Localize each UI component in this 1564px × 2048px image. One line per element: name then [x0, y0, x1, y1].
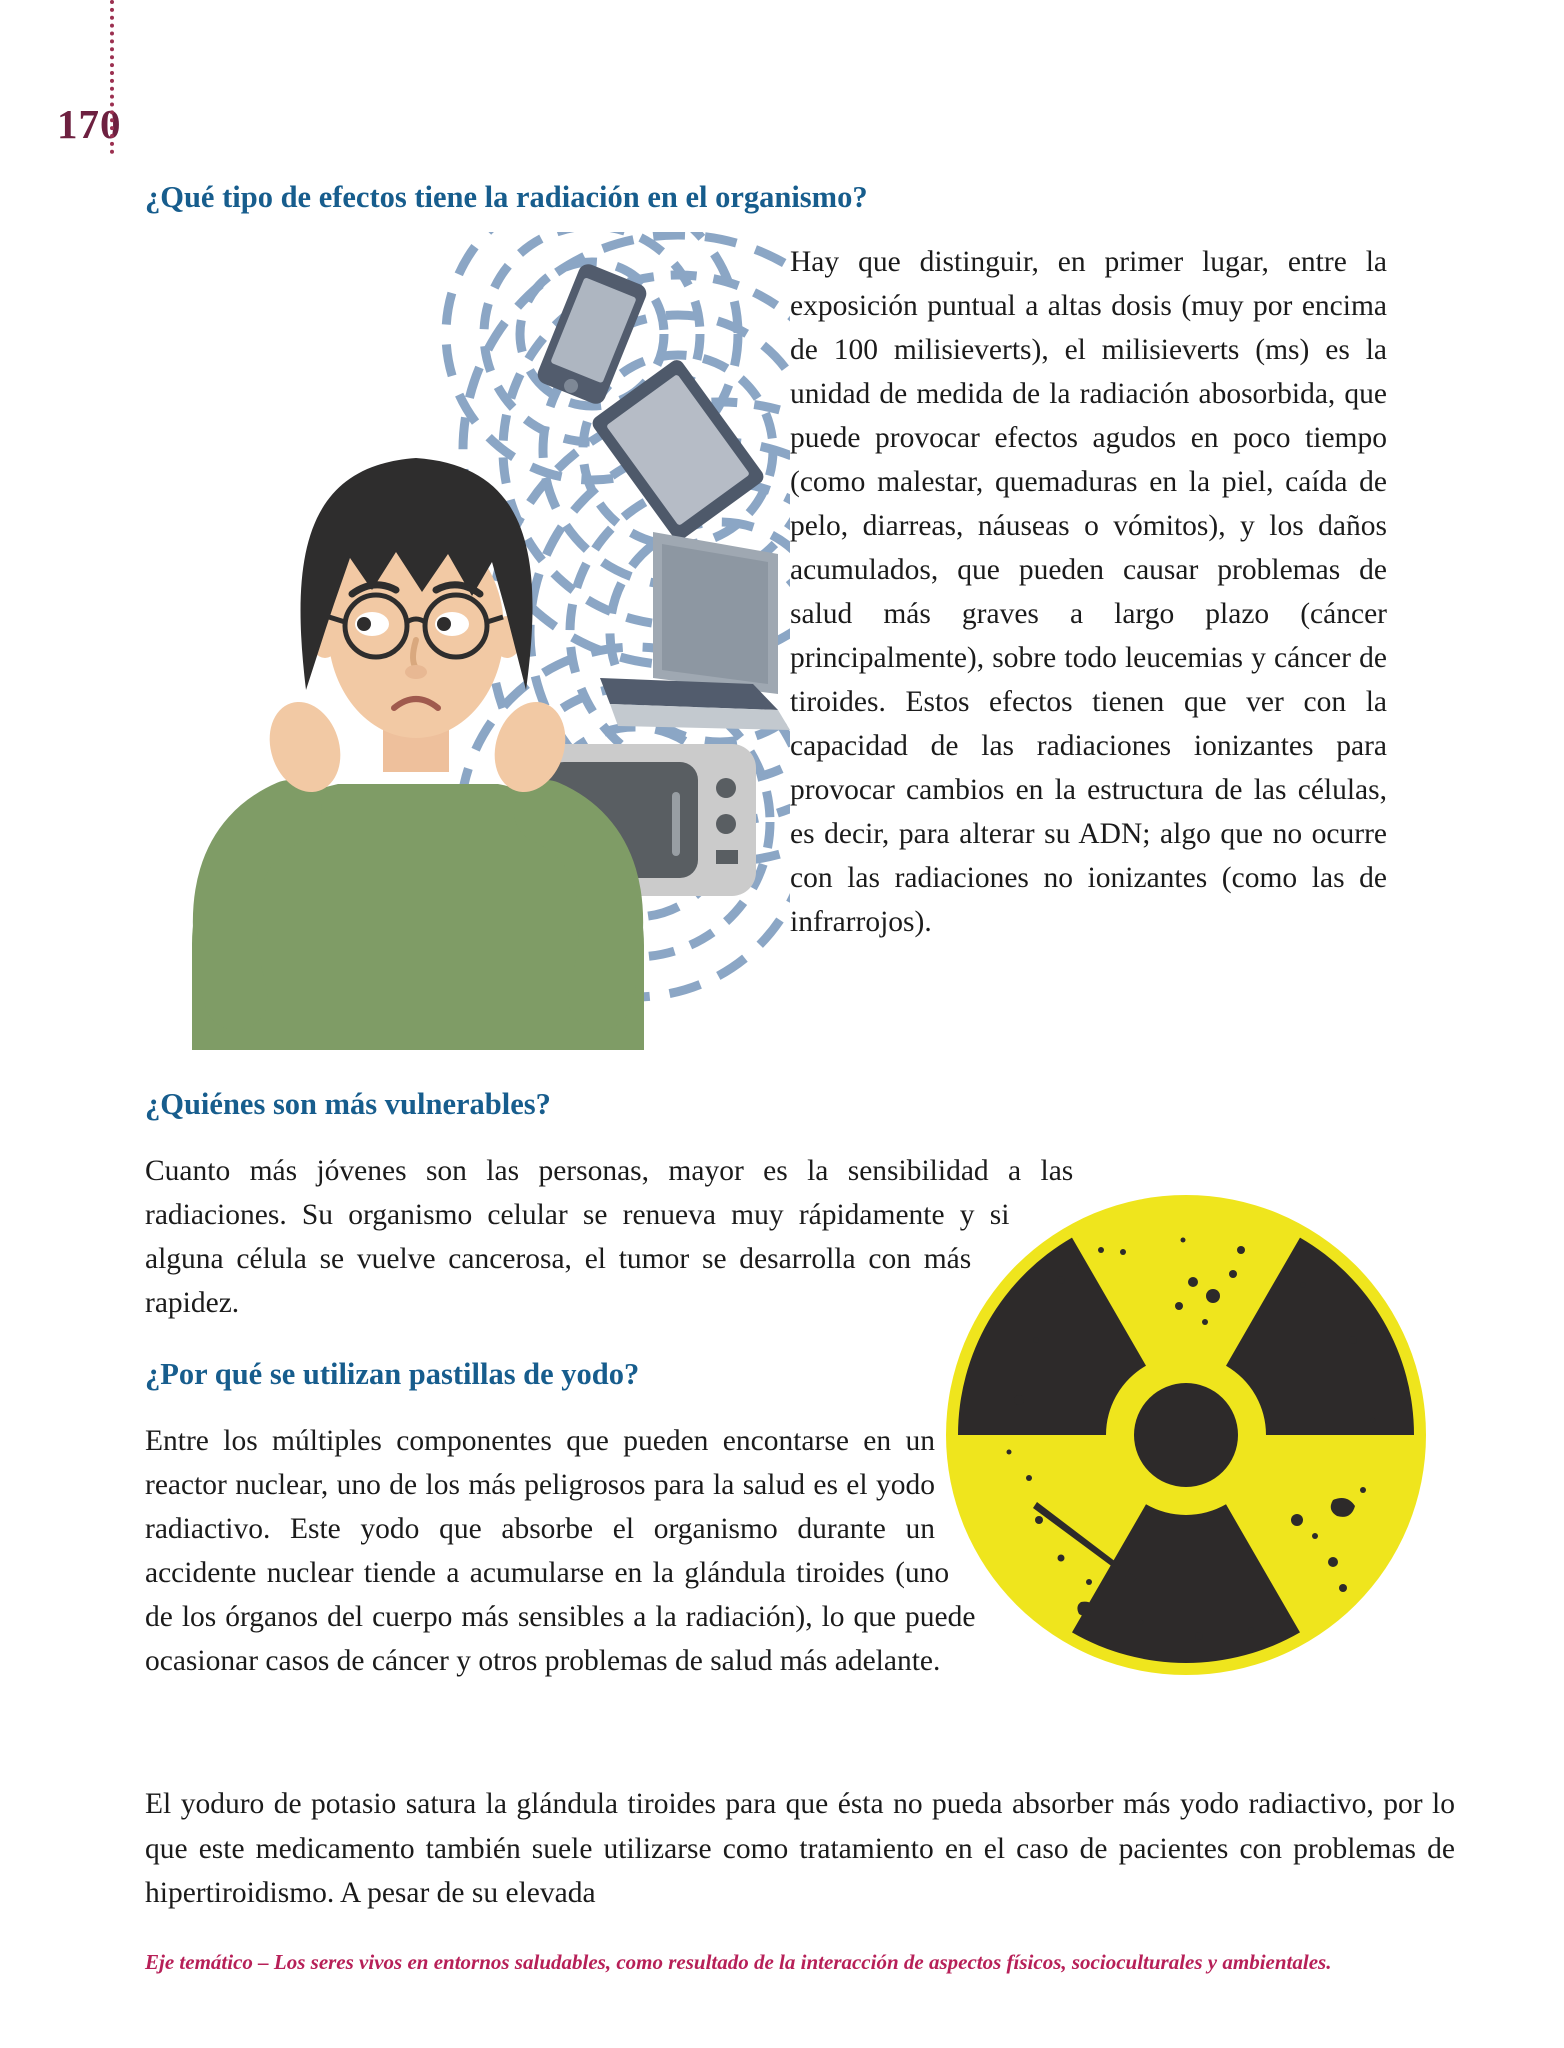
heading-radiation-effects: ¿Qué tipo de efectos tiene la radiación en el organismo?: [145, 180, 868, 214]
thematic-axis-footer: Eje temático – Los seres vivos en entornos saludables, como resultado de la interacción de aspectos físicos, socioculturales y ambientales.: [145, 1950, 1332, 1974]
heading-vulnerables: ¿Quiénes son más vulnerables?: [145, 1087, 551, 1121]
radiation-scene-svg: [100, 232, 790, 1050]
radioactive-symbol-svg: [941, 1190, 1431, 1680]
dotted-divider: [110, 0, 114, 154]
laptop-icon: [600, 532, 790, 730]
page-number: 170: [57, 101, 122, 147]
paragraph-iodine-1: Entre los múltiples componentes que pueden encontarse en un reactor nuclear, uno de los más peligrosos para la salud es el yodo radiactivo. Este yodo que absorbe el organismo durante un accidente nuclear tiende a acumularse en la glándula tiroides (uno de los órganos del cuerpo más sensibles a la radiación), lo que puede ocasionar casos de cáncer y otros problemas de salud más adelante.: [145, 1425, 976, 1677]
heading-iodine: ¿Por qué se utilizan pastillas de yodo?: [145, 1357, 640, 1391]
paragraph-radiation-effects: Hay que distinguir, en primer lugar, entre la exposición puntual a altas dosis (muy por encima de 100 milisieverts), el milisieverts (ms) es la unidad de medida de la radiación abosorbida, que puede provocar efectos agudos en poco tiempo (como malestar, quemaduras en la piel, caída de pelo, diarreas, náuseas o vómitos), y los daños acumulados, que pueden causar problemas de salud más graves a largo plazo (cáncer principalmente), sobre todo leucemias y cáncer de tiroides. Estos efectos tienen que ver con la capacidad de las radiaciones ionizantes para provocar cambios en la estructura de las células, es decir, para alterar su ADN; algo que no ocurre con las radiaciones no ionizantes (como las de infrarrojos).: [790, 246, 1387, 938]
radiation-scene-illustration: [100, 232, 790, 1050]
paragraph-iodine-2: El yoduro de potasio satura la glándula tiroides para que ésta no pueda absorber más yodo radiactivo, por lo que este medicamento también suele utilizarse como tratamiento en el caso de pacientes con problemas de hipertiroidismo. A pesar de su elevada: [145, 1788, 1455, 1909]
tablet-icon: [589, 357, 766, 543]
smartphone-icon: [535, 261, 650, 407]
paragraph-vulnerables: Cuanto más jóvenes son las personas, mayor es la sensibilidad a las radiaciones. Su organismo celular se renueva muy rápidamente y si alguna célula se vuelve cancerosa, el tumor se desarrolla con más rapidez.: [145, 1155, 1074, 1319]
vulnerability-iodine-section: [145, 1085, 1456, 1713]
